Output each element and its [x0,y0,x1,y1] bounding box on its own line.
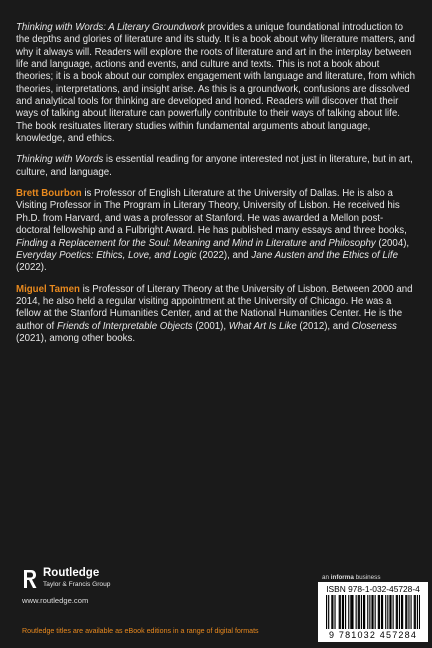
book-title: Thinking with Words [16,154,104,166]
author-bio-2 [16,284,416,346]
book-title: Friends of Interpretable Objects [56,320,193,332]
bio-text: (2022), and [196,249,252,261]
bio-text: (2004), [375,237,410,249]
publisher-url: www.routledge.com [22,596,89,605]
author-bio-1 [16,188,416,274]
book-title: What Art Is Like [228,320,297,332]
book-title: Everyday Poetics: Ethics, Love, and Logic [16,249,197,261]
publisher-group: Taylor & Francis Group [43,581,111,588]
description-paragraph-1 [16,22,416,145]
bio-text: is Professor of English Literature at the University of Dallas. He is also a Visiting Professor in The Program in Literary Theory, University of Lisbon. He received his Ph.D. from Harvard, and was a professor at Stanford. He was awarded a Mellon post-doctoral fellowship and a Fulbright Award. He has published many essays and three books, [16,188,407,237]
bio-text: is Professor of Literary Theory at the University of Lisbon. Between 2000 and 2014, he also held a regular visiting appointment at the University of Chicago. He was a fellow at the Stanford Humanities Center, and at the National Humanities Center. He is the author of [16,283,413,332]
publisher-block [22,568,110,605]
description-text: is essential reading for anyone interested not just in literature, but in art, culture, and language. [16,154,413,178]
routledge-logo-icon [22,569,38,589]
informa-tagline: an informa business [322,574,381,581]
bio-text: (2012), and [296,320,352,332]
book-title: Jane Austen and the Ethics of Life [251,249,399,261]
ebook-note: Routledge titles are available as eBook editions in a range of digital formats [22,627,259,635]
author-name: Miguel Tamen [16,283,80,295]
back-cover-text [16,22,416,354]
author-name: Brett Bourbon [16,188,82,200]
isbn-barcode [318,582,428,642]
barcode-bars [326,595,420,629]
publisher-logo [22,568,110,590]
bio-text: (2001), [192,320,229,332]
publisher-name: Routledge [43,567,100,579]
isbn-label: ISBN 978-1-032-45728-4 [326,584,420,594]
book-title: Closeness [351,320,397,332]
bio-text: (2021), among other books. [16,332,136,344]
book-title: Thinking with Words: A Literary Groundwork [16,22,205,33]
description-paragraph-2 [16,154,416,179]
bio-text: (2022). [16,262,47,274]
barcode-digits: 9 781032 457284 [328,630,418,640]
informa-brand: informa [330,574,354,581]
description-text: provides a unique foundational introduction to the depths and glories of literature and its study. It is a book about why literature matters, and why it always will. Readers will explore the roots of literature and art in the interplay between life and language, actions and events, and culture and texts. This is not a book about theories; it is a book about our complex engagement with language and literature, from which theories, interpretations, and insight arise. As this is a groundwork, confusions are dissolved and analytical tools for thinking are developed and honed. Readers will discover that their ways of talking about literature can powerfully contribute to their ways of talking about life. The book resituates literary studies within fundamental arguments about language, knowledge, and ethics. [16,22,416,145]
book-title: Finding a Replacement for the Soul: Meaning and Mind in Literature and Philosophy [16,237,376,249]
